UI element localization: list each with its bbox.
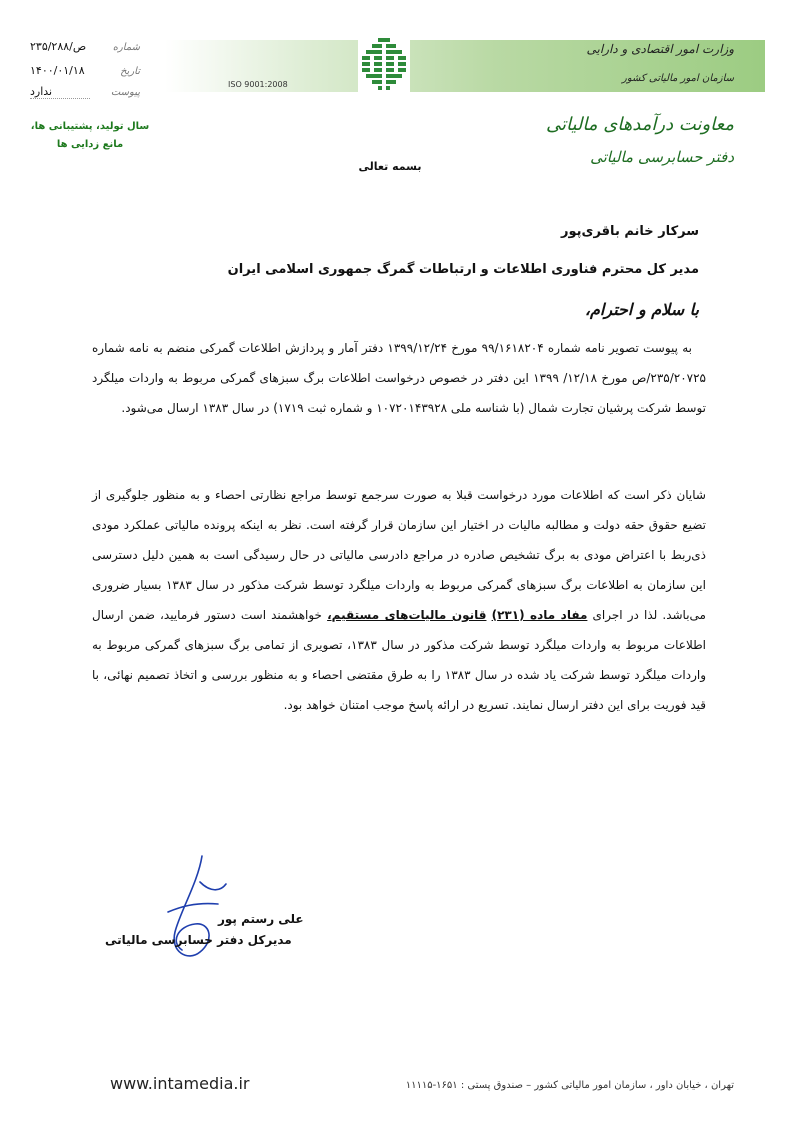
signer-name: علی رستم پور (218, 912, 304, 926)
signer-title: مدیرکل دفتر حسابرسی مالیاتی (105, 933, 292, 947)
letter-date-label: تاریخ (120, 66, 140, 77)
ministry-name: وزارت امور اقتصادی و دارایی (586, 42, 734, 56)
handwritten-signature-icon (140, 852, 230, 967)
body-paragraph-2 (92, 480, 706, 720)
footer-address: تهران ، خیابان داور ، سازمان امور مالیاتی کشور – صندوق پستی : ۱۶۵۱-۱۱۱۱۵ (405, 1080, 734, 1091)
year-slogan (30, 118, 150, 154)
body-paragraph-2-part-b: خواهشمند است دستور فرمایید، ضمن ارسال اطلاعات مربوط به واردات میلگرد توسط شرکت مذکور در سال ۱۳۸۳، تصویری از تمامی برگ سبزهای گمرکی مربوط به واردات میلگرد توسط شرکت یاد شده در سال ۱۳۸۳ را به طرق مقتضی احصاء و به منظور بررسی و اتخاذ تصمیم نهائی، با قید فوریت برای این دفتر ارسال نمایند. تسریع در ارائه پاسخ موجب امتنان خواهد بود. (92, 608, 706, 712)
direct-taxes-law-reference: قانون مالیات‌های مستقیم، (327, 608, 487, 622)
letter-attachment-label: پیوست (110, 87, 140, 98)
letter-date-value: ۱۴۰۰/۰۱/۱۸ (30, 64, 85, 77)
footer-website: www.intamedia.ir (110, 1074, 250, 1093)
iso-certification-label: ISO 9001:2008 (228, 80, 288, 89)
organization-name: سازمان امور مالیاتی کشور (622, 73, 734, 84)
article-231-reference: مفاد ماده (۲۳۱) (491, 608, 588, 622)
salutation: با سلام و احترام، (584, 300, 699, 319)
meta-divider (30, 98, 90, 99)
tax-organization-emblem-icon (358, 36, 410, 94)
letter-attachment-value: ندارد (30, 85, 53, 98)
addressee-name: سرکار خانم باقری‌پور (561, 224, 699, 239)
bismillah-heading: بسمه تعالی (358, 160, 422, 173)
deputy-name: معاونت درآمدهای مالیاتی (545, 114, 734, 135)
body-paragraph-1: به پیوست تصویر نامه شماره ۹۹/۱۶۱۸۲۰۴ مورخ ۱۳۹۹/۱۲/۲۴ دفتر آمار و پردازش اطلاعات گمرکی منضم به نامه شماره ۲۳۵/۲۰۷۲۵/ص مورخ ۱۲/۱۸/ ۱۳۹۹ این دفتر در خصوص درخواست اطلاعات برگ سبزهای گمرکی مربوط به واردات میلگرد توسط شرکت پرشیان تجارت شمال (با شناسه ملی ۱۰۷۲۰۱۴۳۹۲۸ و شماره ثبت ۱۷۱۹) در سال ۱۳۸۳ ارسال می‌شود. (92, 341, 706, 415)
letter-date (30, 64, 140, 77)
slogan-line-2: مانع زدایی ها (56, 139, 124, 150)
letter-number-value: ۲۳۵/۲۸۸/ص (30, 40, 87, 53)
body-paragraph-2-part-a: شایان ذکر است که اطلاعات مورد درخواست قبلا به صورت سرجمع توسط مراجع نظارتی احصاء و به منظور جلوگیری از تضیع حقوق حقه دولت و مطالبه مالیات در اختیار این سازمان قرار گرفته است. نظر به اینکه پرونده مالیاتی عملکرد مودی ذی‌ربط با اعتراض مودی به برگ تشخیص صادره در مراجع دادرسی مالیاتی در حال رسیدگی است به همین دلیل دسترسی این سازمان به اطلاعات برگ سبزهای گمرکی مربوط به واردات میلگرد توسط شرکت مذکور در سال ۱۳۸۳ بسیار ضروری می‌باشد. لذا در اجرای (92, 488, 706, 622)
letter-number (30, 40, 140, 53)
letter-attachment (30, 85, 140, 98)
addressee-title: مدیر کل محترم فناوری اطلاعات و ارتباطات گمرگ جمهوری اسلامی ایران (227, 262, 699, 277)
letter-number-label: شماره (112, 42, 140, 53)
slogan-line-1: سال تولید، پشتیبانی ها، (30, 121, 150, 132)
office-name: دفتر حسابرسی مالیاتی (590, 148, 734, 166)
